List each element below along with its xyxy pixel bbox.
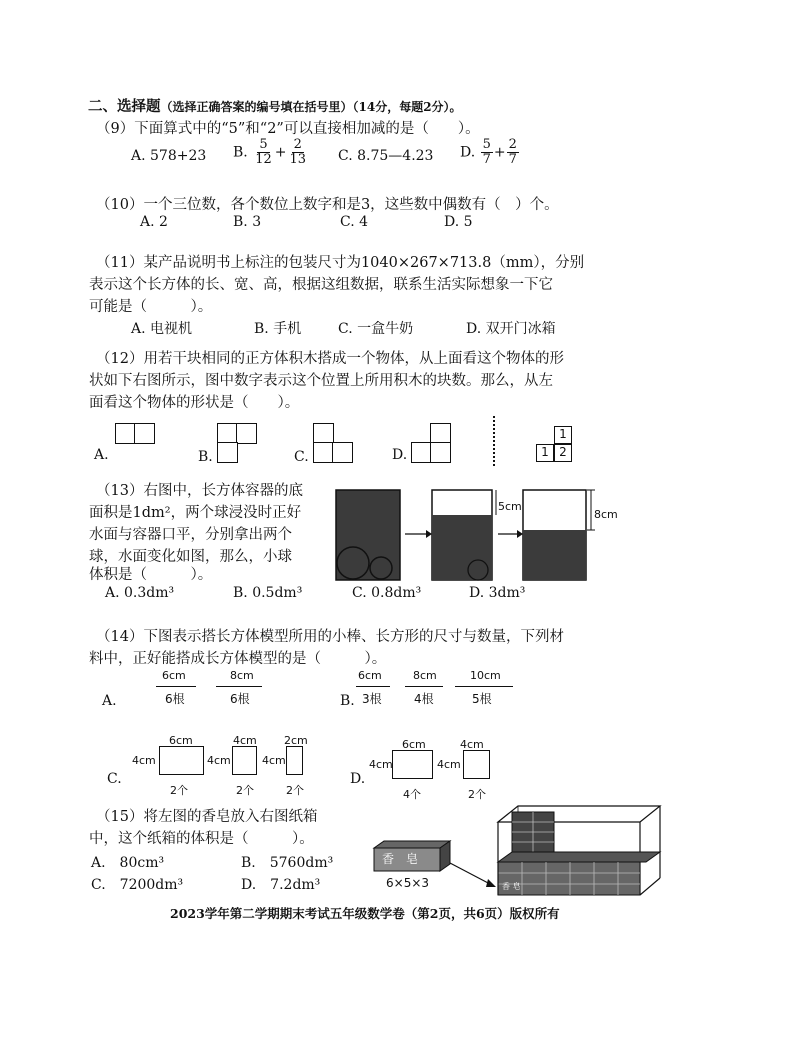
q12-line3: 面看这个物体的形状是（ ）。 bbox=[89, 395, 300, 411]
section-instruction: （选择正确答案的编号填在括号里）（14分，每题2分）。 bbox=[160, 100, 462, 114]
q14-d1-count: 4个 bbox=[403, 788, 421, 801]
q14-option-b-label: B. bbox=[340, 693, 355, 709]
q13-option-d: D. 3dm³ bbox=[469, 585, 526, 601]
soap-label: 香 皂 bbox=[382, 852, 419, 866]
q14-c1-count: 2个 bbox=[170, 784, 188, 797]
page-footer: 2023学年第二学期期末考试五年级数学卷（第2页，共6页）版权所有 bbox=[170, 906, 560, 921]
q14-a2-stick bbox=[216, 686, 262, 687]
q12-option-b-label: B. bbox=[198, 449, 213, 465]
q13-option-c: C. 0.8dm³ bbox=[352, 585, 422, 601]
carton-soap-tag: 香 皂 bbox=[502, 882, 521, 891]
q14-d2-rect bbox=[463, 750, 490, 779]
q14-c3-width: 2cm bbox=[284, 734, 308, 747]
q14-b2-length: 8cm bbox=[413, 669, 437, 682]
q14-c2-count: 2个 bbox=[236, 784, 254, 797]
q11-option-d: D. 双开门冰箱 bbox=[466, 321, 556, 337]
q14-d2-width: 4cm bbox=[460, 738, 484, 751]
q14-option-c-label: C. bbox=[107, 771, 122, 787]
q12-option-d-label: D. bbox=[392, 447, 408, 463]
q14-b3-stick bbox=[455, 686, 513, 687]
q13-line2: 面积是1dm²，两个球浸没时正好 bbox=[89, 505, 302, 521]
grid-cell-bottom-left: 1 bbox=[536, 444, 554, 462]
q11-option-a: A. 电视机 bbox=[131, 321, 193, 337]
q13-option-b: B. 0.5dm³ bbox=[233, 585, 303, 601]
q13-container-figure bbox=[330, 484, 630, 584]
q14-c1-rect bbox=[159, 746, 204, 775]
q14-b1-count: 3根 bbox=[362, 692, 382, 706]
q9-option-b: B. $\frac{5}{12}$ + $\frac{2}{13}$ bbox=[233, 137, 307, 167]
q12-line1: （12）用若干块相同的正方体积木搭成一个物体，从上面看这个物体的形 bbox=[96, 351, 564, 367]
q13-label-5cm: 5cm bbox=[498, 500, 522, 513]
q14-b1-stick bbox=[356, 686, 390, 687]
q14-line1: （14）下图表示搭长方体模型所用的小棒、长方形的尺寸与数量，下列材 bbox=[96, 629, 564, 645]
q15-option-b: B. 5760dm³ bbox=[241, 855, 334, 871]
q9-stem: （9）下面算式中的“5”和“2”可以直接相加减的是（ ）。 bbox=[96, 121, 480, 137]
q14-b2-count: 4根 bbox=[414, 692, 434, 706]
q14-d1-height: 4cm bbox=[369, 758, 393, 771]
q14-c1-height: 4cm bbox=[132, 754, 156, 767]
q11-line2: 表示这个长方体的长、宽、高，根据这组数据，联系生活实际想象一下它 bbox=[89, 277, 553, 293]
q14-b2-stick bbox=[405, 686, 443, 687]
q13-option-a: A. 0.3dm³ bbox=[105, 585, 175, 601]
q14-option-d-label: D. bbox=[350, 771, 366, 787]
q14-a2-length: 8cm bbox=[230, 669, 254, 682]
q14-a1-stick bbox=[156, 686, 196, 687]
q11-option-b: B. 手机 bbox=[254, 321, 302, 337]
q9-option-d: D. $\frac{5}{7}$ + $\frac{2}{7}$ bbox=[460, 137, 517, 167]
q15-option-a: A. 80cm³ bbox=[91, 855, 165, 871]
q14-c3-rect bbox=[286, 746, 303, 775]
q14-a2-count: 6根 bbox=[230, 692, 250, 706]
q11-option-c: C. 一盒牛奶 bbox=[338, 321, 414, 337]
q15-option-d: D. 7.2dm³ bbox=[241, 877, 321, 893]
q14-c3-count: 2个 bbox=[286, 784, 304, 797]
q12-line2: 状如下右图所示，图中数字表示这个位置上所用积木的块数。那么，从左 bbox=[89, 373, 553, 389]
q15-line1: （15）将左图的香皂放入右图纸箱 bbox=[96, 809, 318, 825]
q10-option-b: B. 3 bbox=[233, 214, 262, 230]
q14-line2: 料中，正好能搭成长方体模型的是（ ）。 bbox=[89, 651, 387, 667]
q9-option-a: A. 578+23 bbox=[131, 148, 207, 164]
q10-option-d: D. 5 bbox=[444, 214, 473, 230]
grid-cell-top: 1 bbox=[554, 426, 572, 444]
q14-c3-height: 4cm bbox=[262, 754, 286, 767]
q15-arrow bbox=[448, 860, 498, 890]
q13-line4: 球，水面变化如图，那么，小球 bbox=[89, 549, 292, 565]
q15-option-c: C. 7200dm³ bbox=[91, 877, 184, 893]
q10-option-c: C. 4 bbox=[340, 214, 369, 230]
q15-line2: 中，这个纸箱的体积是（ ）。 bbox=[89, 831, 314, 847]
q14-c2-width: 4cm bbox=[233, 734, 257, 747]
q14-d1-rect bbox=[392, 750, 433, 779]
q14-b1-length: 6cm bbox=[358, 669, 382, 682]
soap-dimensions: 6×5×3 bbox=[386, 876, 430, 890]
q10-stem: （10）一个三位数，各个数位上数字和是3，这些数中偶数有（ ）个。 bbox=[96, 197, 559, 213]
q14-d2-height: 4cm bbox=[437, 758, 461, 771]
q14-c2-height: 4cm bbox=[207, 754, 231, 767]
grid-cell-bottom-right: 2 bbox=[554, 444, 572, 462]
q13-label-8cm: 8cm bbox=[594, 508, 618, 521]
q13-line3: 水面与容器口平，分别拿出两个 bbox=[89, 527, 292, 543]
q14-b3-count: 5根 bbox=[472, 692, 492, 706]
q9-option-c: C. 8.75—4.23 bbox=[338, 148, 434, 164]
q11-line1: （11）某产品说明书上标注的包装尺寸为1040×267×713.8（mm），分别 bbox=[96, 255, 585, 271]
q13-line5: 体积是（ ）。 bbox=[89, 567, 213, 583]
section-heading: 二、选择题（选择正确答案的编号填在括号里）（14分，每题2分）。 bbox=[88, 98, 462, 115]
q11-line3: 可能是（ ）。 bbox=[89, 299, 213, 315]
q12-divider bbox=[493, 416, 495, 466]
q14-option-a-label: A. bbox=[102, 693, 117, 709]
q14-d1-width: 6cm bbox=[402, 738, 426, 751]
q14-c1-width: 6cm bbox=[169, 734, 193, 747]
q12-option-c-label: C. bbox=[294, 449, 309, 465]
q14-b3-length: 10cm bbox=[470, 669, 501, 682]
q14-c2-rect bbox=[232, 746, 257, 775]
q14-d2-count: 2个 bbox=[468, 788, 486, 801]
q13-line1: （13）右图中，长方体容器的底 bbox=[96, 483, 303, 499]
q14-a1-length: 6cm bbox=[162, 669, 186, 682]
q14-a1-count: 6根 bbox=[165, 692, 185, 706]
q12-option-a-label: A. bbox=[94, 447, 109, 463]
q10-option-a: A. 2 bbox=[140, 214, 168, 230]
